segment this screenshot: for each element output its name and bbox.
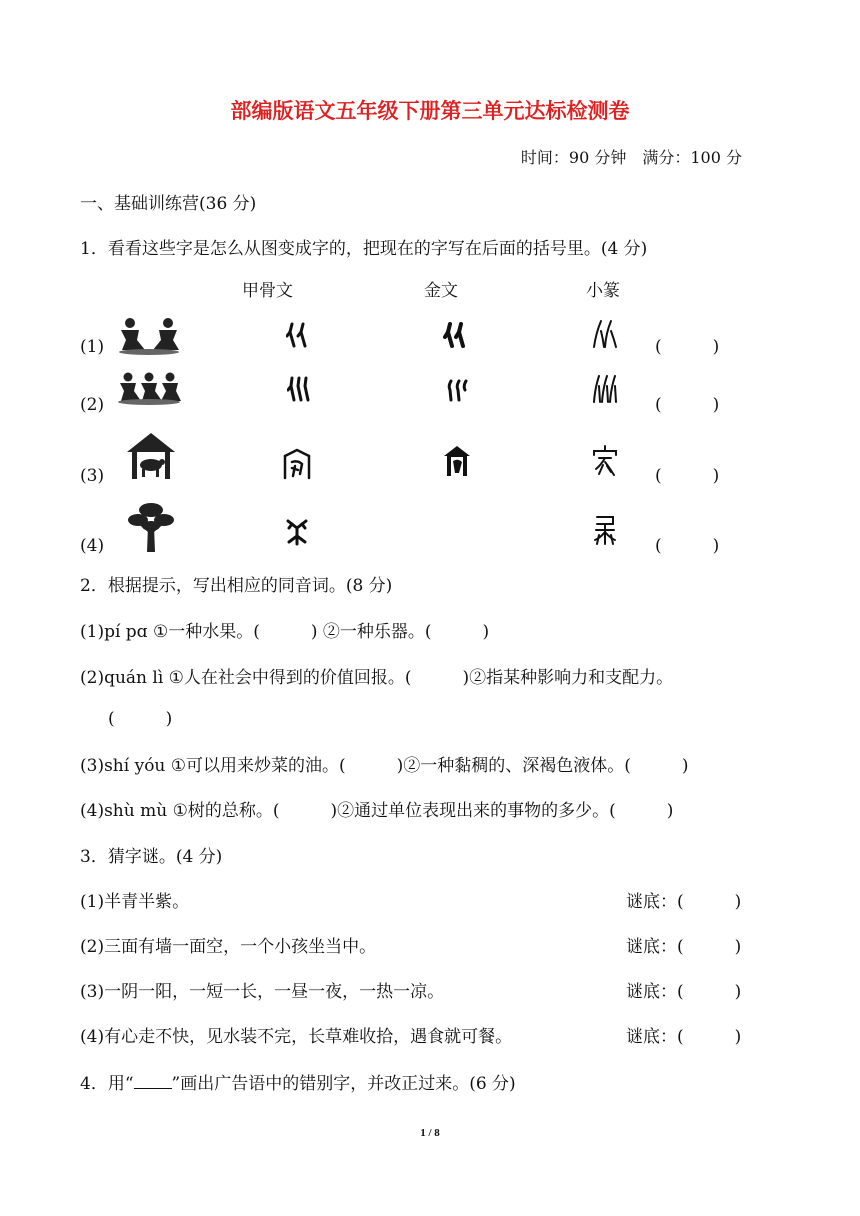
riddle-answer[interactable]: 谜底：( ) [626,937,742,957]
underline-mark [134,1074,172,1089]
column-header-oracle: 甲骨文 [242,281,293,301]
answer-paren[interactable]: ( ) [655,536,720,556]
riddle-text: (3)一阴一阳，一短一长，一昼一夜，一热一凉。 [80,982,445,1002]
page-title: 部编版语文五年级下册第三单元达标检测卷 [230,99,630,123]
q2-line-3: (3)shí yóu ①可以用来炒菜的油。( )②一种黏稠的、深褐色液体。( ) [80,756,689,776]
q2-line-4: (4)shù mù ①树的总称。( )②通过单位表现出来的事物的多少。( ) [80,801,674,821]
oracle-glyph-4 [284,518,310,546]
riddle-answer[interactable]: 谜底：( ) [626,982,742,1002]
q2-line-1: (1)pí pɑ ①一种水果。( ) ②一种乐器。( ) [80,622,490,642]
riddle-text: (2)三面有墙一面空，一个小孩坐当中。 [80,937,377,957]
seal-glyph-3 [592,445,618,477]
section-heading: 一、基础训练营(36 分) [80,194,257,214]
oracle-glyph-2 [287,376,311,402]
exam-time-score: 时间：90 分钟 满分：100 分 [520,148,742,167]
column-header-seal: 小篆 [586,281,620,301]
answer-paren[interactable]: ( ) [655,395,720,415]
question-4-prompt [80,1074,516,1093]
q2-line-2-continued[interactable]: ( ) [108,709,173,729]
oracle-glyph-3 [282,448,312,480]
bronze-glyph-3 [443,445,471,477]
row-label: (2) [80,395,105,415]
tree-icon [126,500,176,554]
house-with-pig-icon [126,432,176,480]
q4-prompt-end: ”画出广告语中的错别字，并改正过来。(6 分) [171,1074,516,1094]
riddle-answer[interactable]: 谜底：( ) [626,892,742,912]
three-people-figure-icon [116,371,182,405]
row-label: (4) [80,536,105,556]
page-number: 1 / 8 [420,1127,440,1139]
riddle-text: (1)半青半紫。 [80,892,190,912]
answer-paren[interactable]: ( ) [655,466,720,486]
answer-paren[interactable]: ( ) [655,337,720,357]
question-2-prompt: 2．根据提示，写出相应的同音词。(8 分) [80,576,393,596]
seal-glyph-2 [592,374,618,404]
q4-prompt-start: 4．用“ [80,1074,134,1094]
oracle-glyph-1 [286,322,310,348]
bronze-glyph-2 [445,378,469,402]
bronze-glyph-1 [443,321,469,349]
column-header-bronze: 金文 [424,281,458,301]
row-label: (3) [80,466,105,486]
q2-line-2: (2)quán lì ①人在社会中得到的价值回报。( )②指某种影响力和支配力。 [80,668,674,688]
row-label: (1) [80,337,105,357]
seal-glyph-1 [592,319,618,349]
seal-glyph-4 [592,514,618,546]
riddle-text: (4)有心走不快，见水装不完，长草难收拾，遇食就可餐。 [80,1027,513,1047]
two-people-figure-icon [116,316,182,356]
question-1-prompt: 1．看看这些字是怎么从图变成字的，把现在的字写在后面的括号里。(4 分) [80,239,648,259]
question-3-prompt: 3．猜字谜。(4 分) [80,847,223,867]
riddle-answer[interactable]: 谜底：( ) [626,1027,742,1047]
